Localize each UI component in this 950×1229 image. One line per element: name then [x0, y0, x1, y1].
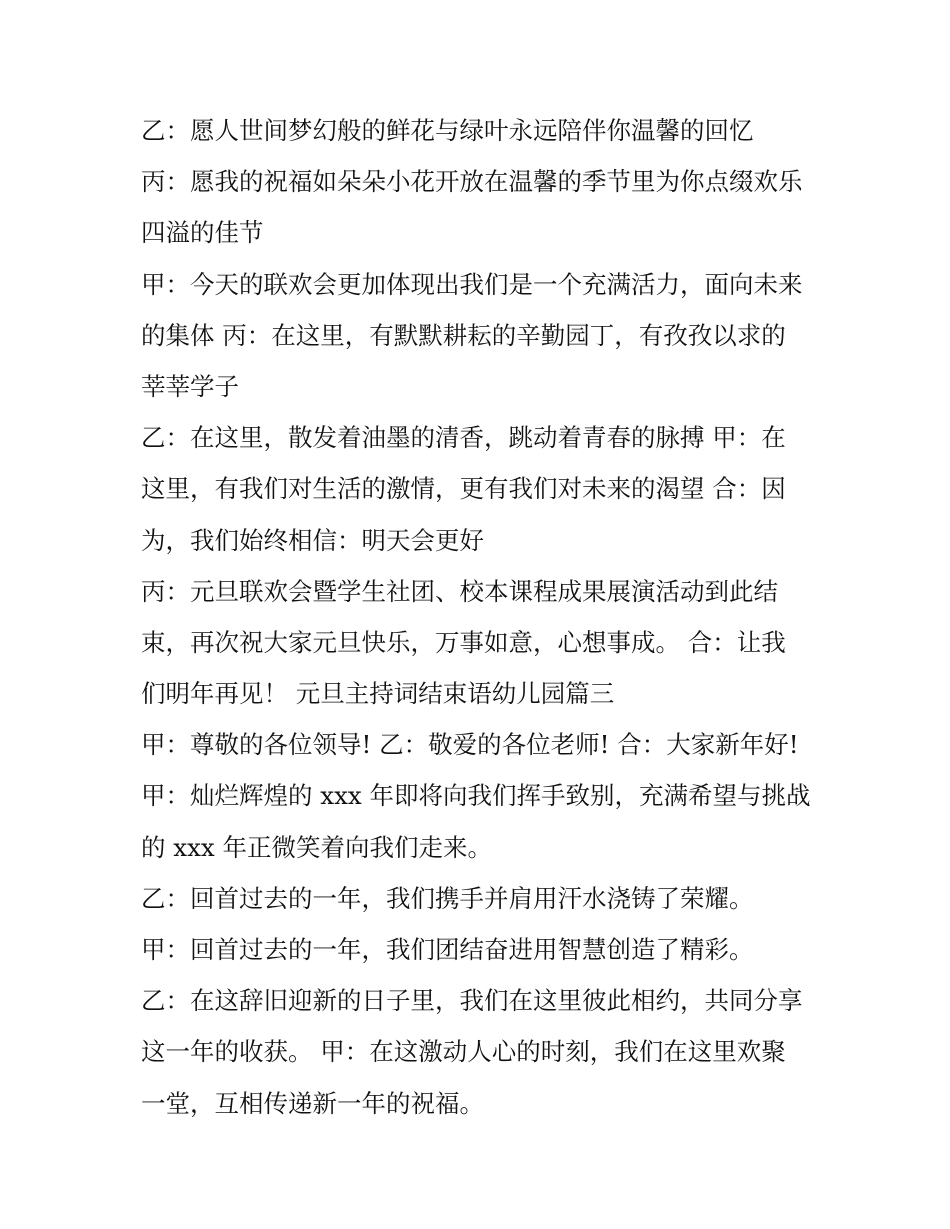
document-body [141, 105, 821, 1129]
text-line: 甲：回首过去的一年，我们团结奋进用智慧创造了精彩。 [141, 935, 754, 964]
text-line: 甲：尊敬的各位领导! 乙：敬爱的各位老师! 合：大家新年好! [141, 730, 799, 760]
text-line: 这里，有我们对生活的激情，更有我们对未来的渴望 合：因 [141, 474, 786, 504]
text-line: 乙：在这辞旧迎新的日子里，我们在这里彼此相约，共同分享 [141, 986, 803, 1016]
text-line: 四溢的佳节 [141, 218, 264, 248]
text-line: 的 xxx 年正微笑着向我们走来。 [141, 832, 493, 862]
text-line: 束，再次祝大家元旦快乐，万事如意，心想事成。 合：让我 [141, 627, 786, 657]
text-line: 乙：在这里，散发着油墨的清香，跳动着青春的脉搏 甲：在 [141, 423, 786, 453]
text-line: 甲：今天的联欢会更加体现出我们是一个充满活力，面向未来 [141, 269, 803, 299]
text-line: 一堂，互相传递新一年的祝福。 [141, 1088, 484, 1118]
text-line: 的集体 丙：在这里，有默默耕耘的辛勤园丁，有孜孜以求的 [141, 320, 786, 350]
text-line: 乙：回首过去的一年，我们携手并肩用汗水浇铸了荣耀。 [141, 883, 754, 913]
text-line: 为，我们始终相信：明天会更好 [141, 525, 484, 555]
text-line: 们明年再见！ 元旦主持词结束语幼儿园篇三 [141, 679, 615, 709]
text-line: 丙：愿我的祝福如朵朵小花开放在温馨的季节里为你点缀欢乐 [141, 167, 803, 197]
text-line: 丙：元旦联欢会暨学生社团、校本课程成果展演活动到此结 [141, 576, 778, 606]
text-line: 甲：灿烂辉煌的 xxx 年即将向我们挥手致别，充满希望与挑战 [141, 781, 811, 811]
text-line: 乙：愿人世间梦幻般的鲜花与绿叶永远陪伴你温馨的回忆 [141, 116, 754, 145]
text-line: 莘莘学子 [141, 371, 239, 401]
text-line: 这一年的收获。 甲：在这激动人心的时刻，我们在这里欢聚 [141, 1037, 786, 1067]
